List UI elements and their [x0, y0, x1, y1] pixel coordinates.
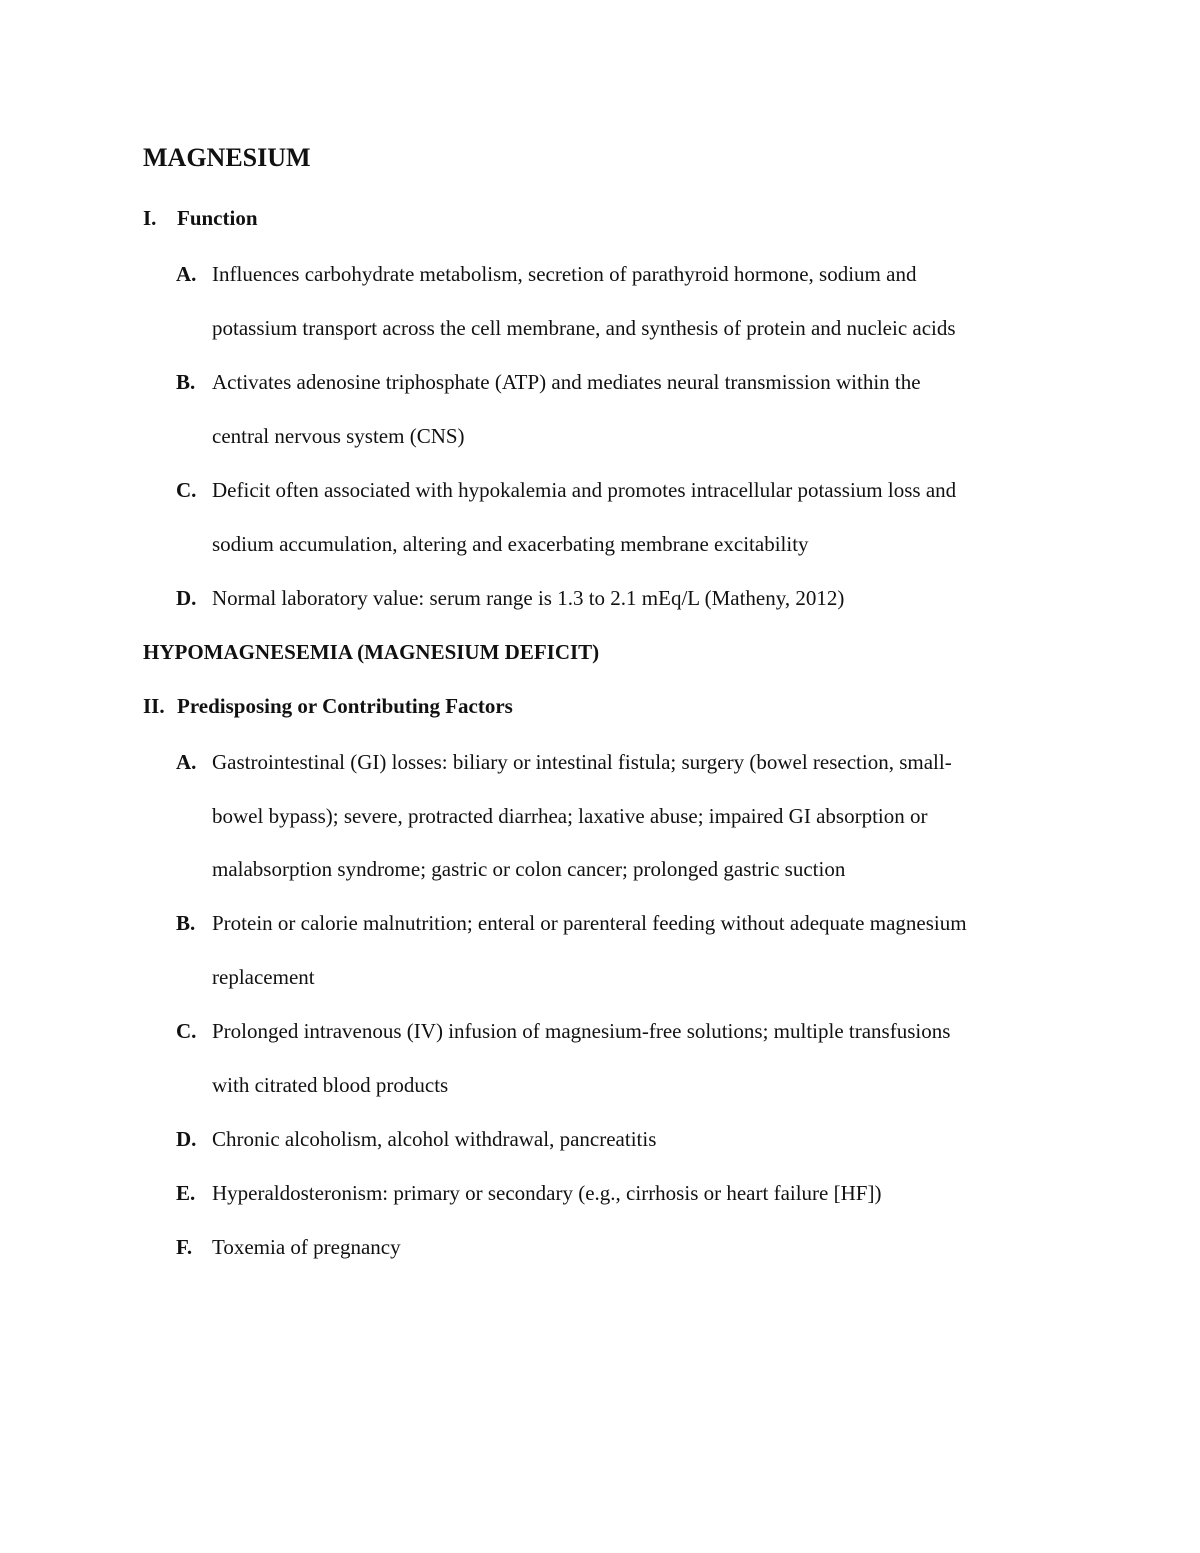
list-item-text: Deficit often associated with hypokalemia and promotes intracellular potassium loss and — [212, 478, 957, 502]
list-item-text: sodium accumulation, altering and exacerbating membrane excitability — [212, 532, 809, 556]
section-heading-factors — [143, 694, 513, 719]
section-title: Function — [177, 206, 258, 230]
list-item-text: Chronic alcoholism, alcohol withdrawal, pancreatitis — [212, 1127, 657, 1151]
list-item-text: Toxemia of pregnancy — [212, 1235, 401, 1259]
list-item-text: Hyperaldosteronism: primary or secondary (e.g., cirrhosis or heart failure [HF]) — [212, 1181, 882, 1205]
list-item-letter: F. — [176, 1235, 193, 1259]
list-item-letter: C. — [176, 478, 197, 502]
section-heading-function — [143, 206, 258, 231]
section-title: Predisposing or Contributing Factors — [177, 694, 513, 718]
list-item-letter: A. — [176, 750, 197, 774]
list-item-letter: A. — [176, 262, 197, 286]
list-item-text: Prolonged intravenous (IV) infusion of magnesium-free solutions; multiple transfusions — [212, 1019, 951, 1043]
list-item-text: Protein or calorie malnutrition; enteral or parenteral feeding without adequate magnesium — [212, 911, 967, 935]
list-item-text: Influences carbohydrate metabolism, secretion of parathyroid hormone, sodium and — [212, 262, 917, 286]
list-item-letter: B. — [176, 370, 196, 394]
list-item-text: bowel bypass); severe, protracted diarrhea; laxative abuse; impaired GI absorption or — [212, 804, 928, 828]
list-item-text: Normal laboratory value: serum range is 1.3 to 2.1 mEq/L (Matheny, 2012) — [212, 586, 845, 610]
list-item-text: Gastrointestinal (GI) losses: biliary or intestinal fistula; surgery (bowel resection, small- — [212, 750, 952, 774]
list-item-text: malabsorption syndrome; gastric or colon cancer; prolonged gastric suction — [212, 857, 846, 881]
subtitle-hypomagnesemia: HYPOMAGNESEMIA (MAGNESIUM DEFICIT) — [143, 640, 600, 664]
document-title: MAGNESIUM — [143, 143, 311, 172]
list-item-letter: B. — [176, 911, 196, 935]
list-item-letter: E. — [176, 1181, 196, 1205]
list-item-text: replacement — [212, 965, 315, 989]
section-number: I. — [143, 206, 157, 230]
section-number: II. — [143, 694, 165, 718]
list-item-text: with citrated blood products — [212, 1073, 449, 1097]
list-item-letter: D. — [176, 586, 197, 610]
list-item-text: potassium transport across the cell membrane, and synthesis of protein and nucleic acids — [212, 316, 956, 340]
list-item-text: central nervous system (CNS) — [212, 424, 465, 448]
list-item-letter: D. — [176, 1127, 197, 1151]
list-item-letter: C. — [176, 1019, 197, 1043]
list-item-text: Activates adenosine triphosphate (ATP) and mediates neural transmission within the — [212, 370, 921, 394]
